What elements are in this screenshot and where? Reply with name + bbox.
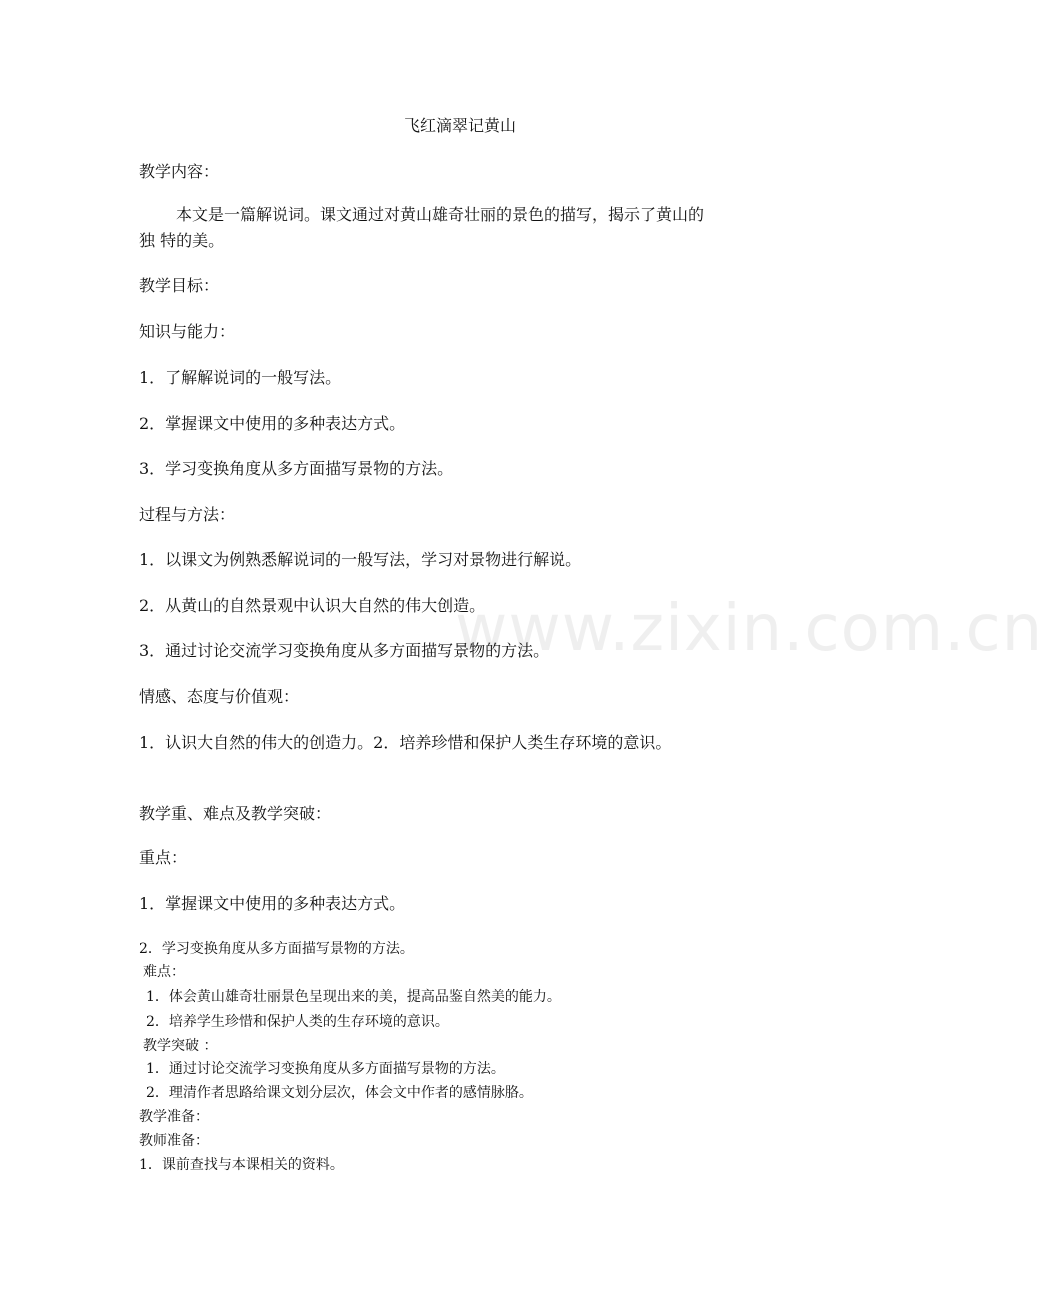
subheading-breakthrough: 教学突破 ：: [143, 1038, 218, 1054]
paragraph-line: 独 特的美。: [139, 231, 225, 250]
subheading-values: 情感、态度与价值观：: [139, 687, 300, 706]
list-item: 1．了解解说词的一般写法。: [139, 368, 342, 387]
list-item: 1．课前查找与本课相关的资料。: [139, 1157, 344, 1173]
list-item: 2．学习变换角度从多方面描写景物的方法。: [139, 941, 414, 957]
list-item: 3．学习变换角度从多方面描写景物的方法。: [139, 459, 454, 478]
list-item: 1．掌握课文中使用的多种表达方式。: [139, 894, 406, 913]
watermark: www.zixin.com.cn: [455, 592, 1043, 666]
list-item: 2．从黄山的自然景观中认识大自然的伟大创造。: [139, 596, 486, 615]
subheading-knowledge: 知识与能力：: [139, 322, 236, 341]
paragraph-line: 本文是一篇解说词。课文通过对黄山雄奇壮丽的景色的描写，揭示了黄山的: [176, 205, 705, 224]
list-item: 1．以课文为例熟悉解说词的一般写法，学习对景物进行解说。: [139, 550, 582, 569]
list-item: 2．理清作者思路给课文划分层次，体会文中作者的感情脉胳。: [146, 1085, 533, 1101]
section-heading-key-points: 教学重、难点及教学突破：: [139, 804, 332, 823]
subheading-difficulty: 难点：: [143, 964, 185, 980]
subheading-process: 过程与方法：: [139, 505, 236, 524]
document-title: 飞红滴翠记黄山: [403, 116, 516, 135]
section-heading-content: 教学内容：: [139, 162, 220, 181]
subheading-teacher-preparation: 教师准备：: [139, 1133, 209, 1149]
subheading-key: 重点：: [139, 848, 188, 867]
list-item: 1．体会黄山雄奇壮丽景色呈现出来的美，提高品鉴自然美的能力。: [146, 989, 561, 1005]
list-item: 3．通过讨论交流学习变换角度从多方面描写景物的方法。: [139, 641, 550, 660]
section-heading-preparation: 教学准备：: [139, 1109, 209, 1125]
list-item: 1．认识大自然的伟大的创造力。2．培养珍惜和保护人类生存环境的意识。: [139, 733, 672, 752]
list-item: 1．通过讨论交流学习变换角度从多方面描写景物的方法。: [146, 1061, 505, 1077]
section-heading-objectives: 教学目标：: [139, 276, 220, 295]
list-item: 2．培养学生珍惜和保护人类的生存环境的意识。: [146, 1014, 449, 1030]
list-item: 2．掌握课文中使用的多种表达方式。: [139, 414, 406, 433]
